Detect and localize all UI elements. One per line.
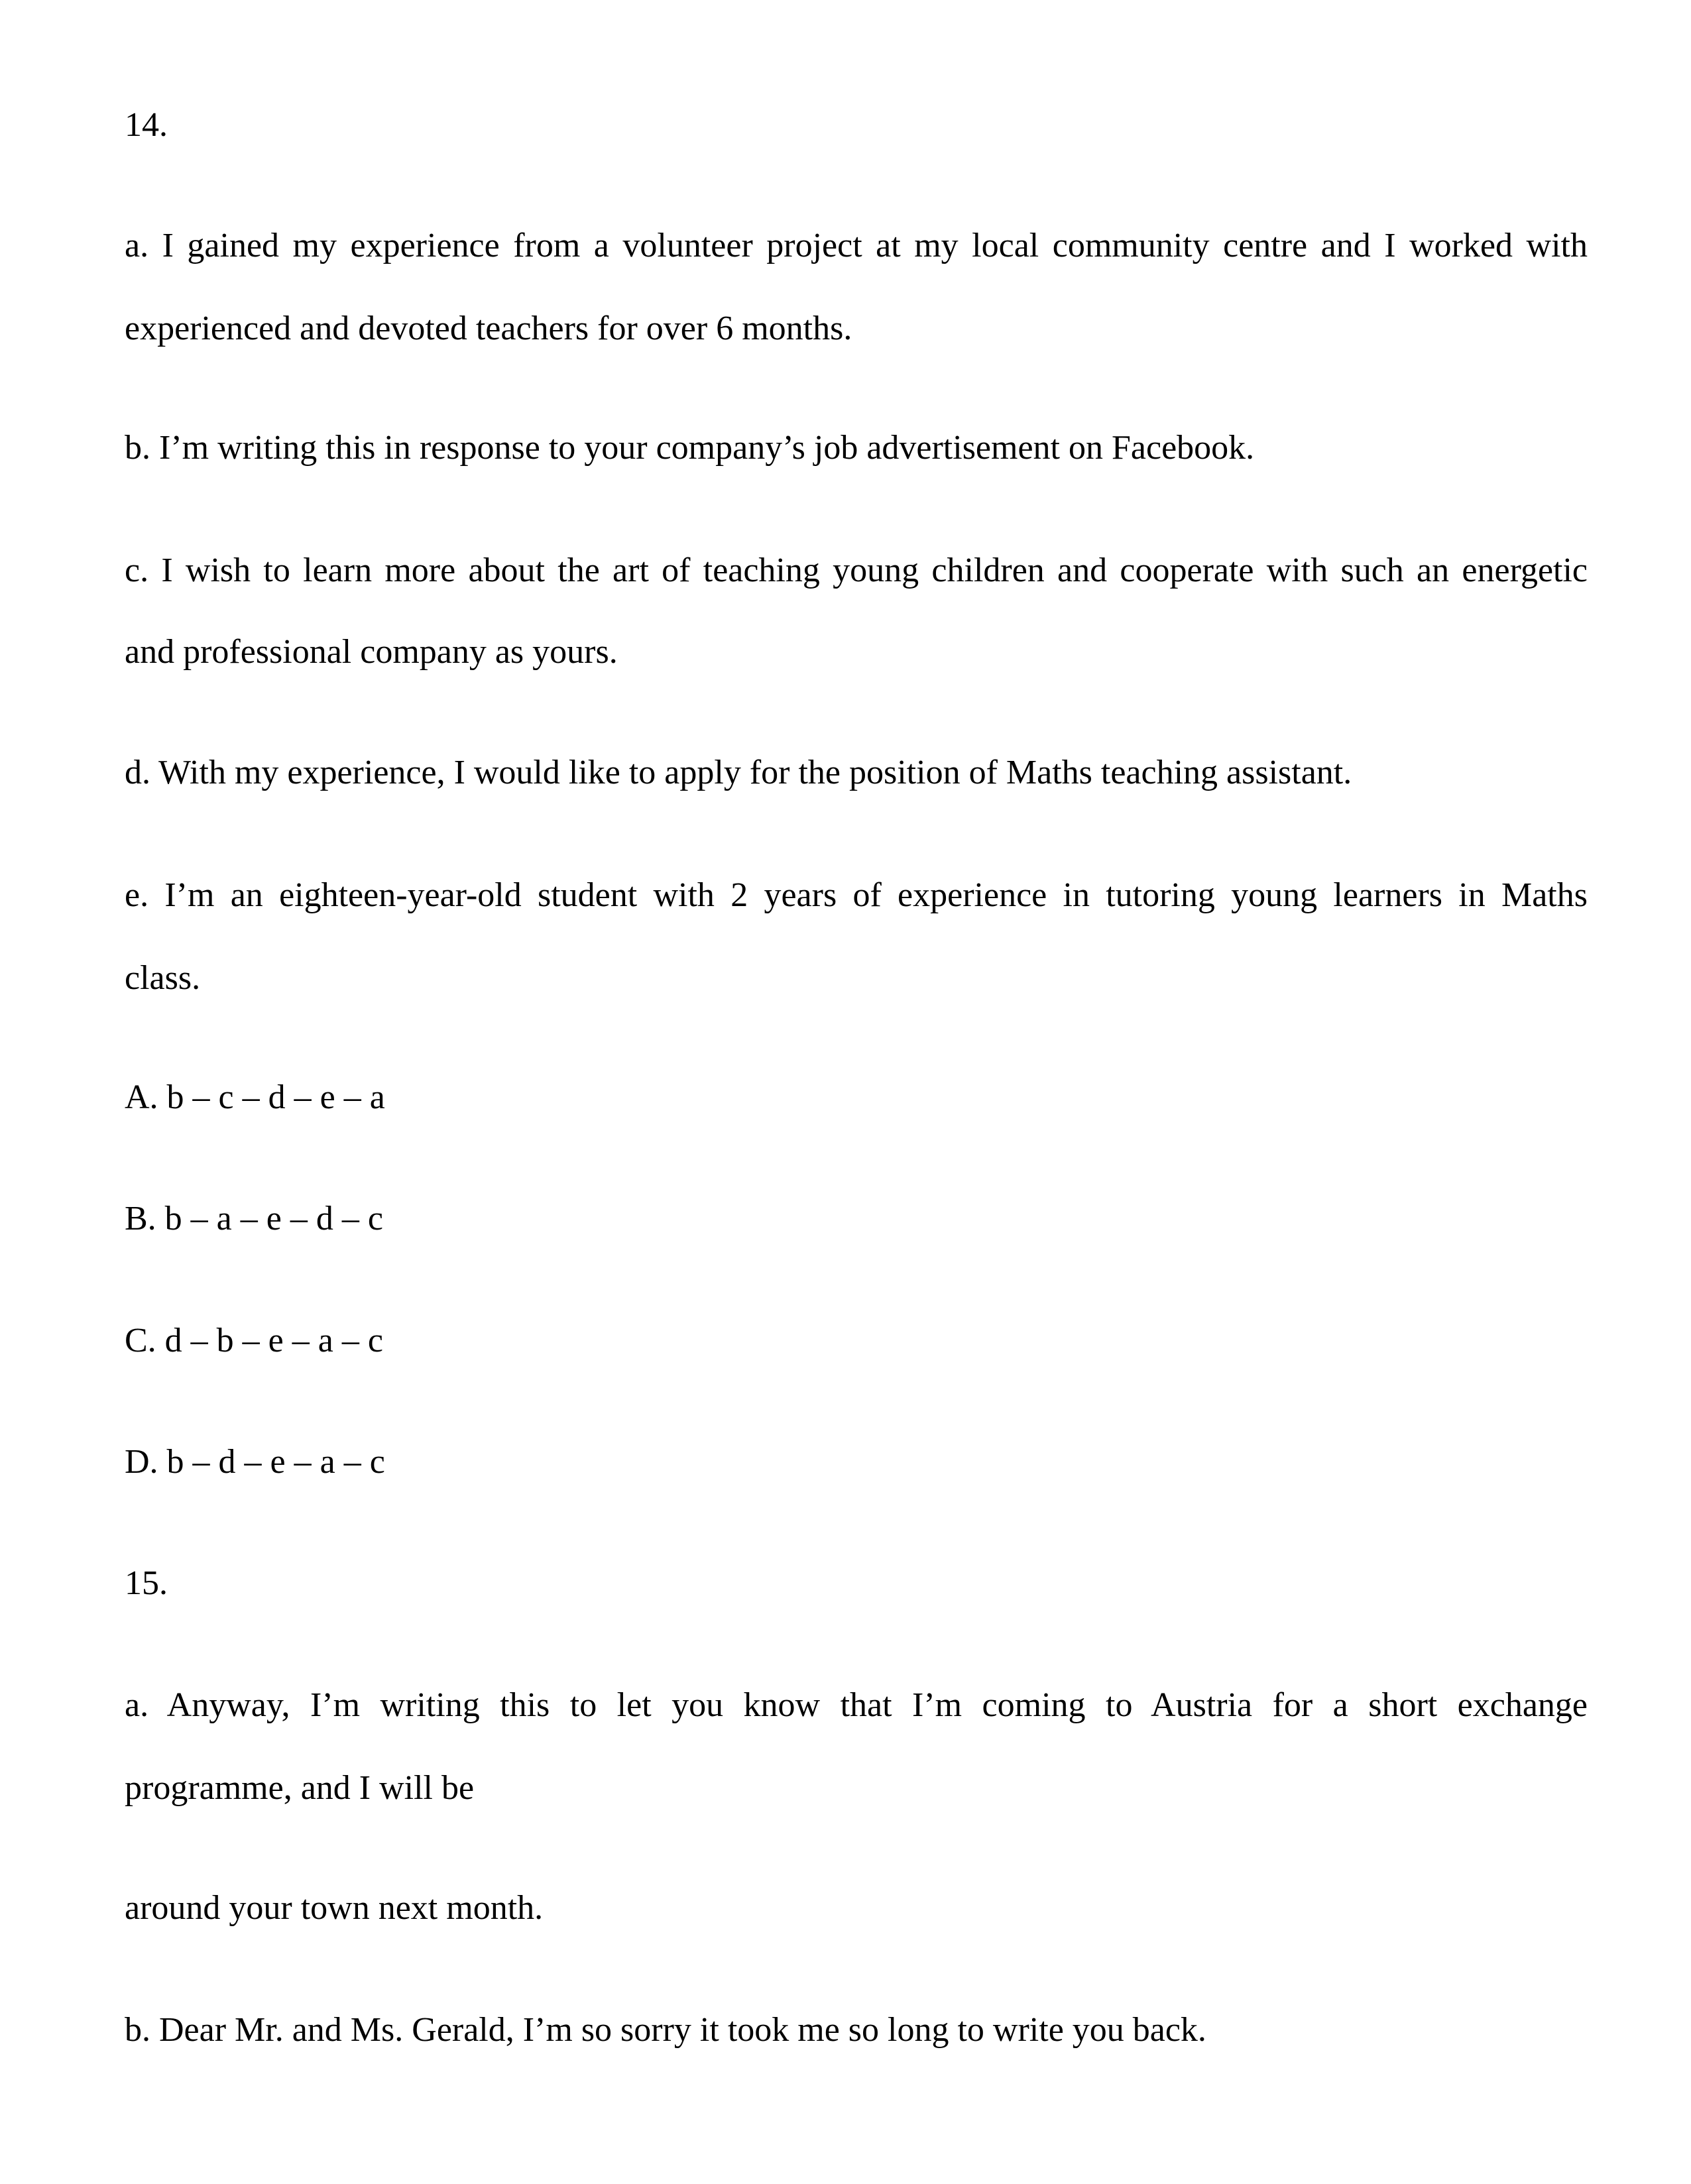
q14-statement-e-line-2: class.	[125, 959, 201, 997]
q14-option-c: C. d – b – e – a – c	[125, 1322, 383, 1359]
q15-statement-b: b. Dear Mr. and Ms. Gerald, I’m so sorry it took me so long to write you back.	[125, 2011, 1206, 2049]
q14-statement-a-line-1: a. I gained my experience from a volunteer project at my local community centre and I worked with	[125, 227, 1588, 264]
q14-option-d: D. b – d – e – a – c	[125, 1443, 385, 1481]
question-15-number: 15.	[125, 1564, 168, 1602]
q15-statement-a-line-2: programme, and I will be	[125, 1769, 475, 1807]
q14-statement-b: b. I’m writing this in response to your company’s job advertisement on Facebook.	[125, 429, 1255, 467]
q14-statement-c-line-2: and professional company as yours.	[125, 633, 618, 671]
q15-statement-a-line-3: around your town next month.	[125, 1889, 544, 1927]
q14-statement-e-line-1: e. I’m an eighteen-year-old student with 2 years of experience in tutoring young learners in Maths	[125, 876, 1588, 914]
q14-option-a: A. b – c – d – e – a	[125, 1078, 385, 1116]
question-14-number: 14.	[125, 106, 168, 144]
q15-statement-a-line-1: a. Anyway, I’m writing this to let you know that I’m coming to Austria for a short exchange	[125, 1686, 1588, 1724]
q14-statement-c-line-1: c. I wish to learn more about the art of teaching young children and cooperate with such an energetic	[125, 551, 1588, 589]
q14-option-b: B. b – a – e – d – c	[125, 1200, 383, 1237]
q14-statement-d: d. With my experience, I would like to apply for the position of Maths teaching assistant.	[125, 754, 1352, 791]
q14-statement-a-line-2: experienced and devoted teachers for over 6 months.	[125, 310, 852, 347]
